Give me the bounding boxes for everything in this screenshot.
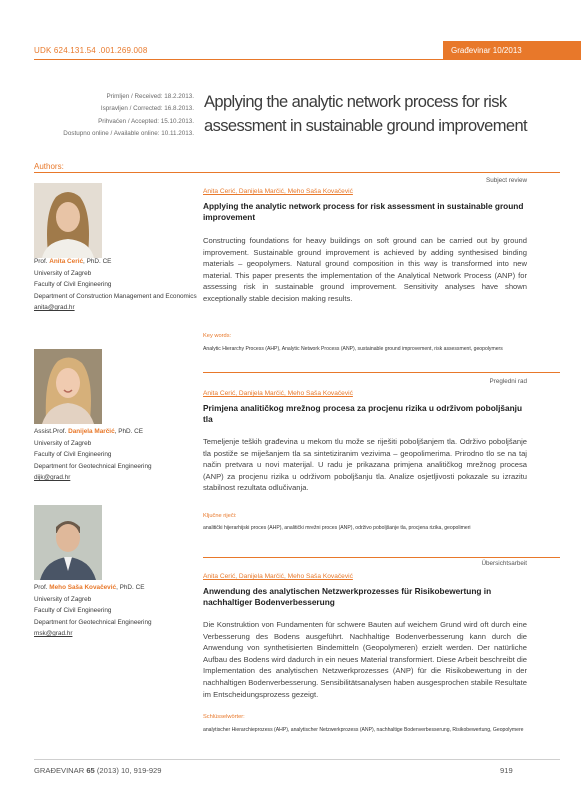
author-name-line [34, 582, 199, 594]
keywords-label-en: Key words: [203, 333, 232, 339]
keywords-label-hr: Ključne riječi: [203, 513, 237, 519]
author-email-link[interactable]: anita@grad.hr [34, 304, 75, 312]
main-title: Applying the analytic network process for risk assessment in sustainable ground improvement [204, 93, 528, 135]
author-photo-kovacevic [34, 505, 102, 580]
article-title-hr: Primjena analitičkog mrežnog procesa za procjenu rizika u održivom poboljšanju tla [203, 403, 523, 425]
author-name-line [34, 256, 199, 268]
article-type-en: Subject review [486, 177, 527, 184]
author-department: Department of Construction Management and Economics [34, 292, 197, 300]
article-type-de: Übersichtsarbeit [481, 560, 527, 567]
author-university: University of Zagreb [34, 439, 92, 447]
author-email-link[interactable]: msk@grad.hr [34, 630, 73, 638]
abstract-en: Constructing foundations for heavy buildings on soft ground can be carried out by ground improvement. Sustainable ground improvement is achieved by adding synthesised binding materials – geopolymers. Natural ground composition in this way is transformed into new material. This paper presents the implementation of the Analytical Network Process (ANP) for assessing risk in sustainable ground improvement. Sensitivity analyses have shown exceptionally stable decision making results. [203, 236, 527, 303]
author-title: Assist.Prof. [34, 428, 69, 435]
author-name-line [34, 426, 199, 438]
author-department: Department for Geotechnical Engineering [34, 462, 152, 470]
date-online: Dostupno online / Available online: 10.11.2013. [63, 129, 194, 137]
section-divider [203, 372, 560, 373]
author-info-ceric [34, 256, 199, 314]
author-degree: , PhD. CE [116, 584, 145, 591]
journal-issue-tab: Građevinar 10/2013 [443, 41, 581, 60]
keywords-en: Analytic Hierarchy Process (AHP), Analytic Network Process (ANP), sustainable ground improvement, risk assessment, geopolymers [203, 346, 503, 352]
author-info-marcic [34, 426, 199, 484]
article-dates [34, 91, 194, 140]
author-photo-marcic [34, 349, 102, 424]
article-type-hr: Pregledni rad [489, 378, 527, 385]
article-authors-de[interactable]: Anita Cerić, Danijela Marčić, Meho Saša Kovačević [203, 573, 353, 580]
abstract-de: Die Konstruktion von Fundamenten für schwere Bauten auf weichem Grund wird oft durch eine Verbesserung des Bodens ausgeführt. Nachhaltige Bodenverbesserung kann durch die Anwendung von synthetisierten Bindemitteln (Geopolymeren) erzielt werden. Der natürliche Aufbau des Bodens wird dadurch in ein neues Material transformiert. Diese Arbeit beschreibt die Implementation des analytischen Netzwerkprozesses (ANP) für die Risikobewertung in der nachhaltigen Bodenverbesserung. Sensibilitätsanalysen haben ausgesprochen stabile Resultate im Entscheidungsprozess gezeigt. [203, 620, 527, 699]
keywords-label-de: Schlüsselwörter: [203, 714, 245, 720]
article-title-en: Applying the analytic network process for risk assessment in sustainable ground improvement [203, 201, 524, 223]
author-degree: , PhD. CE [83, 258, 112, 265]
author-name: Meho Saša Kovačević [49, 584, 117, 591]
author-info-kovacevic [34, 582, 199, 640]
keywords-hr: analitički hijerarhijski proces (AHP), analitički mrežni proces (ANP), održivo poboljšanje tla, procjena rizika, geopolimeri [203, 525, 471, 531]
author-name: Anita Cerić [49, 258, 84, 265]
abstract-hr: Temeljenje teških građevina u mekom tlu može se riješiti poboljšanjem tla. Održivo poboljšanje tla postiže se miješanjem tla sa sintetiziranim vezivima – geopolimerima. Prirodno tlo se na taj način pretvara u novi materijal. U radu je prikazana primjena analitičkog mrežnog procesa (ANP) za procjenu rizika u održivom poboljšanju tla. Analize osjetljivosti pokazale su izrazitu stabilnost rezultata odlučivanja. [203, 437, 527, 493]
author-university: University of Zagreb [34, 269, 92, 277]
article-authors-hr[interactable]: Anita Cerić, Danijela Marčić, Meho Saša Kovačević [203, 390, 353, 397]
author-faculty: Faculty of Civil Engineering [34, 607, 112, 615]
header-rule [34, 59, 443, 60]
date-corrected: Ispravljen / Corrected: 16.8.2013. [100, 105, 194, 113]
footer-rule [34, 759, 560, 760]
author-faculty: Faculty of Civil Engineering [34, 281, 112, 289]
date-received: Primljen / Received: 18.2.2013. [106, 93, 194, 100]
udk-code: UDK 624.131.54 .001.269.008 [34, 46, 148, 55]
authors-heading: Authors: [34, 162, 64, 171]
page-number: 919 [500, 766, 513, 775]
author-university: University of Zagreb [34, 595, 92, 603]
author-email-link[interactable]: dijk@grad.hr [34, 474, 71, 482]
author-name: Danijela Marčić [68, 428, 115, 435]
author-degree: , PhD. CE [114, 428, 144, 435]
footer-volume: 65 [86, 766, 95, 775]
date-accepted: Prihvaćen / Accepted: 15.10.2013. [98, 117, 194, 125]
author-title: Prof. [34, 584, 50, 591]
article-authors-en[interactable]: Anita Cerić, Danijela Marčić, Meho Saša Kovačević [203, 188, 353, 195]
author-photo-ceric [34, 183, 102, 258]
authors-rule [34, 172, 560, 173]
footer-issue-pages: (2013) 10, 919-929 [94, 766, 162, 775]
author-faculty: Faculty of Civil Engineering [34, 451, 112, 459]
section-divider [203, 557, 560, 558]
author-title: Prof. [34, 258, 50, 265]
article-title-de: Anwendung des analytischen Netzwerkprozesses für Risikobewertung in nachhaltiger Bodenverbesserung [203, 586, 492, 608]
keywords-de: analytischer Hierarchieprozess (AHP), analytischer Netzwerkprozess (ANP), nachhaltige Bodenverbesserung, Risikobewertung, Geopolymere [203, 727, 524, 733]
footer-citation [34, 766, 162, 775]
author-department: Department for Geotechnical Engineering [34, 618, 152, 626]
footer-journal: GRAĐEVINAR [34, 766, 87, 775]
